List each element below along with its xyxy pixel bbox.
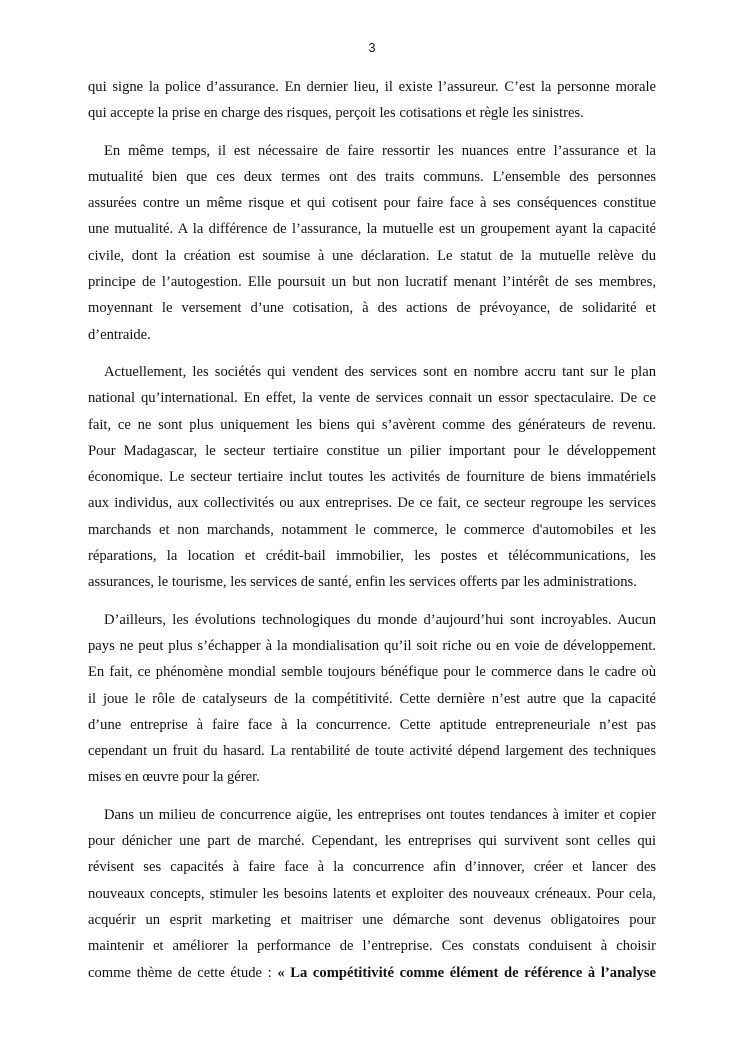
text-line: civile, dont la création est soumise à une déclaration. Le statut de la mutuelle relève du (88, 247, 656, 264)
text-line: assurées contre un même risque et qui cotisent pour faire face à ses conséquences constitue (88, 195, 656, 212)
text-line: En même temps, il est nécessaire de faire ressortir les nuances entre l’assurance et la (104, 142, 656, 159)
text-line: réparations, la location et crédit-bail immobilier, les postes et télécommunications, les (88, 548, 656, 565)
final-line-prefix: comme thème de cette étude : (88, 964, 278, 981)
paragraph-4 (88, 607, 656, 791)
text-line: nouveaux concepts, stimuler les besoins latents et exploiter des nouveaux créneaux. Pour cela, (88, 885, 656, 902)
text-line: cependant un fruit du hasard. La rentabilité de toute activité dépend largement des techniques (88, 743, 656, 760)
paragraph-1 (88, 74, 656, 127)
text-line: acquérir un esprit marketing et maitriser une démarche sont devenus obligatoires pour (88, 911, 656, 928)
text-line: pays ne peut plus s’échapper à la mondialisation qu’il soit riche ou en voie de développement. (88, 637, 656, 654)
text-line: moyennant le versement d’une cotisation, à des actions de prévoyance, de solidarité et (88, 300, 656, 317)
text-line-final (88, 960, 656, 986)
text-line: révisent ses capacités à faire face à la concurrence afin d’innover, créer et lancer des (88, 859, 656, 876)
text-line: qui signe la police d’assurance. En dernier lieu, il existe l’assureur. C’est la personne morale (88, 79, 656, 95)
text-line: économique. Le secteur tertiaire inclut toutes les activités de fourniture de biens immatériels (88, 469, 656, 486)
text-line: national qu’international. En effet, la vente de services connait un essor spectaculaire. De ce (88, 390, 656, 407)
paragraph-3 (88, 359, 656, 596)
study-theme-title: « La compétitivité comme élément de référence à l’analyse (277, 964, 656, 981)
text-line: mutualité bien que ces deux termes ont des traits communs. L’ensemble des personnes (88, 168, 656, 185)
text-line: assurances, le tourisme, les services de santé, enfin les services offerts par les administrations. (88, 574, 637, 591)
text-line: qui accepte la prise en charge des risques, perçoit les cotisations et règle les sinistres. (88, 105, 584, 122)
text-line: marchands et non marchands, notamment le commerce, le commerce d'automobiles et les (88, 521, 656, 538)
text-line: pour dénicher une part de marché. Cependant, les entreprises qui survivent sont celles qui (88, 833, 656, 850)
text-line: D’ailleurs, les évolutions technologiques du monde d’aujourd’hui sont incroyables. Aucun (104, 611, 656, 628)
paragraph-5 (88, 802, 656, 986)
text-line: mises en œuvre pour la gérer. (88, 769, 260, 786)
text-line: une mutualité. A la différence de l’assurance, la mutuelle est un groupement ayant la capacité (88, 221, 656, 238)
text-line: Dans un milieu de concurrence aigüe, les entreprises ont toutes tendances à imiter et copier (104, 806, 656, 823)
paragraph-2 (88, 138, 656, 348)
text-line: maintenir et améliorer la performance de l’entreprise. Ces constats conduisent à choisir (88, 938, 656, 955)
text-line: il joue le rôle de catalyseurs de la compétitivité. Cette dernière n’est autre que la capacité (88, 690, 656, 707)
text-line: En fait, ce phénomène mondial semble toujours bénéfique pour le commerce dans le cadre où (88, 664, 656, 681)
document-page (88, 40, 656, 986)
text-line: principe de l’autogestion. Elle poursuit un but non lucratif menant l’intérêt de ses membres, (88, 274, 656, 291)
page-number: 3 (368, 41, 376, 55)
text-line: d’entraide. (88, 326, 151, 343)
text-line: aux individus, aux collectivités ou aux entreprises. De ce fait, ce secteur regroupe les services (88, 495, 656, 512)
text-line: d’une entreprise à faire face à la concurrence. Cette aptitude entrepreneuriale n’est pas (88, 716, 656, 733)
text-line: fait, ce ne sont plus uniquement les biens qui s’avèrent comme des générateurs de revenu. (88, 416, 656, 433)
text-line: Actuellement, les sociétés qui vendent des services sont en nombre accru tant sur le plan (104, 363, 656, 380)
text-line: Pour Madagascar, le secteur tertiaire constitue un pilier important pour le développement (88, 442, 656, 459)
